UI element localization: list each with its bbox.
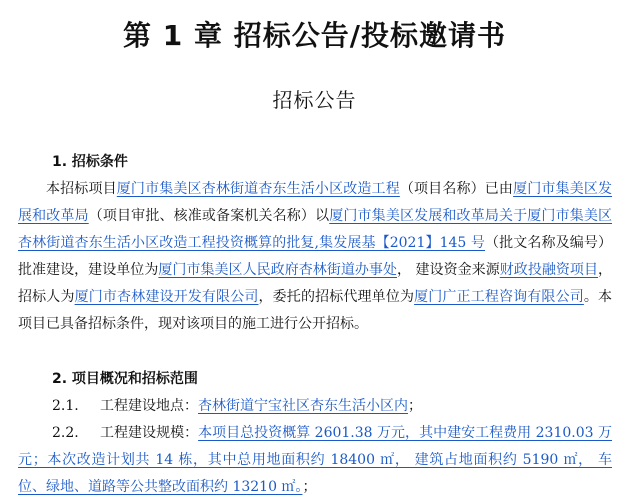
chapter-title: 第 1 章 招标公告/投标邀请书 [123, 19, 506, 52]
item-2-2-label: 工程建设规模： [100, 425, 199, 441]
tenderer: 厦门市杏林建设开发有限公司 [74, 289, 259, 305]
section-2-heading-text: 2. 项目概况和招标范围 [52, 371, 198, 387]
funding-source: 财政投融资项目 [499, 262, 599, 278]
item-2-1-end: ； [408, 398, 422, 414]
item-2-1-label: 工程建设地点： [100, 398, 198, 414]
item-2-1-number: 2.1. [52, 398, 79, 414]
text-run: ，招标人为 [18, 262, 613, 305]
text-run: （项目名称）已由 [399, 181, 514, 197]
tender-agency: 厦门广正工程咨询有限公司 [414, 289, 584, 305]
text-run: 。本项目已具备招标条件，现对该项目的施工进行公开招标。 [18, 289, 613, 332]
text-run: 本招标项目 [46, 181, 117, 197]
text-run: （批文名称及编号）批准建设，建设单位为 [18, 235, 613, 278]
construction-site: 杏林街道宁宝社区杏东生活小区内 [198, 398, 408, 414]
text-run: ，委托的招标代理单位为 [258, 289, 415, 305]
construction-scale: 本项目总投资概算 2601.38 万元，其中建安工程费用 2310.03 万元；本次改造计划共 14 栋，其中总用地面积约 18400 ㎡， 建筑占地面积约 5190 ㎡， 车位、绿地、道路等公共整改面积约 13210 ㎡。 [18, 425, 612, 495]
item-2-2-number: 2.2. [52, 425, 79, 441]
item-2-2 [18, 420, 612, 501]
section-1-paragraph [18, 176, 612, 338]
section-2-heading [18, 366, 612, 393]
item-2-2-end: ； [302, 479, 317, 495]
text-run: ， 建设资金来源 [397, 262, 500, 278]
approval-authority: 厦门市集美区发展和改革局 [18, 181, 613, 224]
project-name: 厦门市集美区杏林街道杏东生活小区改造工程 [116, 181, 400, 197]
text-run: （项目审批、核准或备案机关名称）以 [88, 208, 330, 224]
construction-unit: 厦门市集美区人民政府杏林街道办事处 [158, 262, 397, 278]
notice-subtitle: 招标公告 [272, 88, 357, 112]
section-1-heading [18, 149, 612, 176]
section-1-heading-text: 1. 招标条件 [52, 154, 128, 170]
item-2-1 [18, 393, 612, 420]
approval-document: 厦门市集美区发展和改革局关于厦门市集美区杏林街道杏东生活小区改造工程投资概算的批复,集发展基【2021】145 号 [18, 208, 613, 251]
